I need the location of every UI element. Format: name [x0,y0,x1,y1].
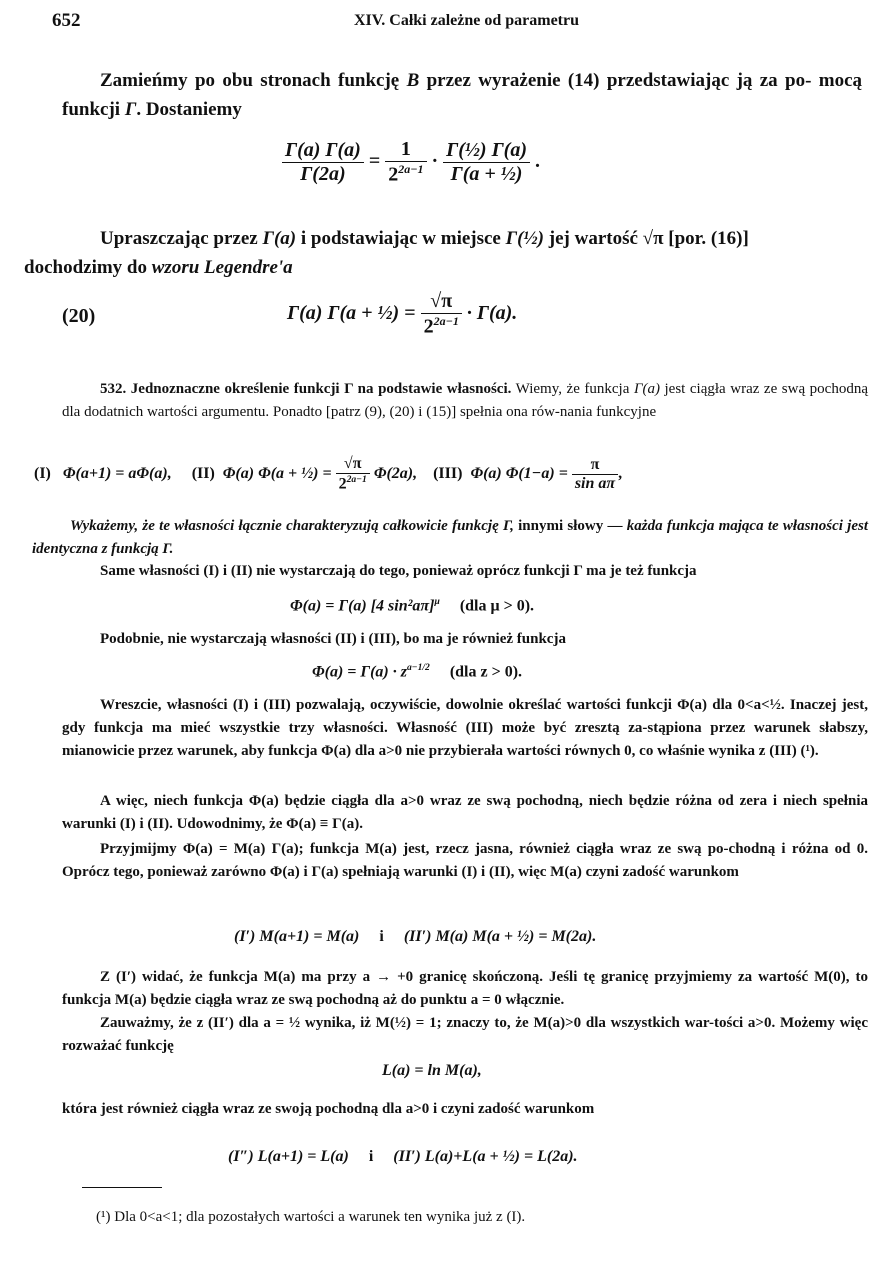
text: wynika, iż M(½) = 1; znaczy to, że M(a)>0 dla wszystkich war-tości a>0. Możemy więc rozważać funkcję [62,1015,868,1054]
math: √π [642,228,664,249]
base: 2 [423,315,434,338]
text: Wiemy, że funkcja [511,381,634,397]
text: mocą funkcji [62,70,863,120]
math: Γ(a) [262,228,297,249]
math: Γ(a) [633,381,660,397]
equation-l-conditions [228,1148,578,1166]
symbol-b: B [406,70,420,91]
paragraph-not-sufficient: Same własności (I) i (II) nie wystarczają do tego, ponieważ oprócz funkcji Γ ma je też funkcja [100,563,697,579]
text: Zauważmy, że z (II′) dla a = [100,1015,289,1031]
fraction-numerator: √π [336,455,370,474]
emphasis: wzoru Legendre'a [151,257,293,278]
page-number: 652 [52,10,81,31]
exponent: 2a−1 [346,474,367,485]
math: (I″) L(a+1) = L(a) [228,1148,349,1165]
period: . [534,149,540,172]
exponent: 2a−1 [433,314,459,328]
equation-legendre [287,290,517,339]
fraction-denominator: Γ(2a) [300,162,346,185]
text: jest ciągła wraz ze swą pochodną dla dodatnich wartości argumentu. Ponadto [patrz (9), (20) i (15)] spełnia ona rów-nania funkcyjne [62,381,868,420]
equation-gamma-ratio [282,138,540,187]
emphasis: każda funkcja mająca te własności jest identyczna z funkcją Γ. [32,518,869,557]
exponent: 2a−1 [398,162,424,176]
math: · Γ(a). [466,301,518,324]
text: i podstawiając w miejsce [296,228,506,249]
conjunction: i [368,1148,374,1165]
base: 2 [388,163,399,186]
paragraph-similarly: Podobnie, nie wystarczają własności (II) i (III), bo ma je również funkcja [100,631,566,647]
paragraph-assume: Przyjmijmy Φ(a) = M(a) Γ(a); funkcja M(a) jest, rzecz jasna, również ciągła wraz ze swą po-chodną i różna od 0. Oprócz tego, ponieważ zarówno Φ(a) i Γ(a) spełniają warunki (I) i (II), więc M(a) czyni zadość warunkom [62,841,868,880]
section-heading: 532. Jednoznaczne określenie funkcji Γ na podstawie własności. [100,381,512,397]
math: Γ(½) [505,228,545,249]
section-532 [62,378,868,424]
dot: · [431,149,439,172]
exponent: μ [434,596,440,607]
text: . Inaczej jest, gdy funkcja ma mieć wszystkie trzy własności. Własność (III) może być zresztą za-stąpiona przez warunek słabszy, mianowicie przez warunek, aby funkcja Φ(a) dla a>0 nie przybierała wartości równych 0, co właśnie wynika z (III) (¹). [62,697,868,759]
paragraph-simplify [24,224,872,282]
paragraph-which: która jest również ciągła wraz ze swoją pochodną dla a>0 i czyni zadość warunkom [62,1101,595,1117]
math: ½ [769,697,781,713]
fraction-numerator: π [572,456,618,475]
text: jej wartość [544,228,643,249]
label: (III) [433,464,463,482]
symbol-gamma: Γ [124,99,137,120]
math: (II′) M(a) M(a + ½) = M(2a). [403,928,597,945]
math: (II′) L(a)+L(a + ½) = L(2a). [393,1148,578,1165]
equation-log: L(a) = ln M(a), [382,1062,482,1079]
exponent: a−1/2 [406,662,430,673]
math: Γ(a) Γ(a + ½) [287,301,400,324]
equation-label-20: (20) [62,305,96,327]
fraction-denominator: sin aπ [574,474,616,492]
text: Wreszcie, własności (I) i (III) pozwalają, oczywiście, dowolnie określać wartości funkcji Φ(a) dla 0<a< [100,697,770,713]
fraction-numerator: Γ(a) Γ(a) [282,139,364,163]
paragraph-intro [62,66,862,124]
text: [por. (16)] [663,228,749,249]
math: Φ(2a), [373,464,418,482]
base: 2 [338,475,347,493]
equals-sign: = [404,301,416,324]
equation-counterexample-mu [290,596,534,615]
fraction-numerator: √π [421,290,462,314]
text: dochodzimy do [24,257,152,278]
equations-functional [34,455,622,493]
emphasis: Wykażemy, że te własności łącznie charakteryzują całkowicie funkcję Γ, [70,518,514,534]
text: Upraszczając przez [100,228,263,249]
condition: (dla z > 0). [449,663,523,681]
fraction-numerator: Γ(½) Γ(a) [443,139,530,163]
comma: , [618,464,623,482]
text: innymi słowy — [513,518,627,534]
paragraph-so: A więc, niech funkcja Φ(a) będzie ciągła dla a>0 wraz ze swą pochodną, niech będzie różna od zera i niech spełnia warunki (I) i (II). Udowodnimy, że Φ(a) ≡ Γ(a). [62,793,868,832]
fraction-numerator: 1 [385,138,426,162]
paragraph-note [62,1012,868,1058]
text: przez wyrażenie (14) przedstawiając ją za po- [419,70,812,91]
fraction-denominator: Γ(a + ½) [450,162,523,185]
label: (I) [34,464,51,482]
math: Φ(a+1) = aΦ(a), [62,464,172,482]
math: Φ(a) = Γ(a) [4 sin²aπ] [290,597,435,615]
math: Φ(a) Φ(a + ½) = [222,464,332,482]
footnote: (¹) Dla 0<a<1; dla pozostałych wartości a warunek ten wynika już z (I). [96,1209,526,1225]
math: (I′) M(a+1) = M(a) [234,928,360,945]
footnote-rule [82,1187,162,1188]
text: Zamieńmy po obu stronach funkcję [100,70,407,91]
math: Φ(a) Φ(1−a) = [470,464,568,482]
paragraph-finally [62,694,868,763]
math: ½ [288,1015,301,1031]
equals-sign: = [368,149,381,172]
running-title: XIV. Całki zależne od parametru [353,12,580,29]
condition: (dla μ > 0). [459,597,535,615]
equation-m-conditions [234,928,596,946]
paragraph-claim [32,515,868,561]
label: (II) [191,464,215,482]
math: Φ(a) = Γ(a) · z [312,663,407,681]
text: . Dostaniemy [136,99,242,120]
conjunction: i [379,928,384,945]
equation-counterexample-z [312,662,522,681]
paragraph-from-i: Z (I′) widać, że funkcja M(a) ma przy a → +0 granicę skończoną. Jeśli tę granicę przyjmiemy za wartość M(0), to funkcja M(a) będzie ciągła wraz ze swą pochodną aż do punktu a = 0 włącznie. [62,969,868,1008]
